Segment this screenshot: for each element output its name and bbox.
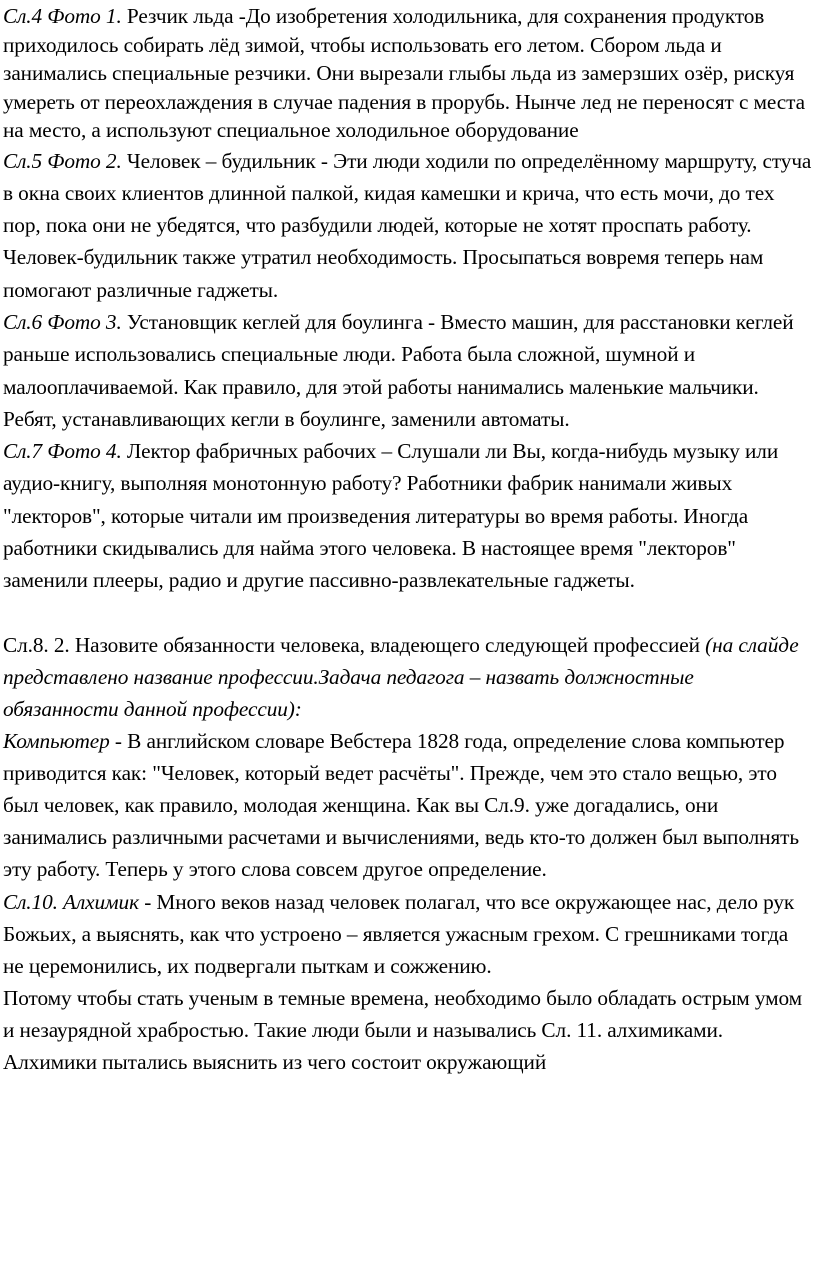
paragraph-computer: [3, 725, 812, 886]
slide-label: Сл.6 Фото 3.: [3, 309, 122, 334]
paragraph-text: Потому чтобы стать ученым в темные времена, необходимо было обладать острым умом и незаурядной храбростью. Такие люди были и назывались Сл. 11. алхимиками. Алхимики пытались выяснить из чего состоит окружающий: [3, 986, 803, 1075]
paragraph-factory-lector: [3, 435, 812, 596]
paragraph-text: Человек – будильник - Эти люди ходили по определённому маршруту, стуча в окна своих клиентов длинной палкой, кидая камешки и крича, что есть мочи, до тех пор, пока они не убедятся, что разбудили людей, которые не хотят проспать работу. Человек-будильник также утратил необходимость. Просыпаться вовремя теперь нам помогают различные гаджеты.: [3, 148, 812, 302]
slide-label: Сл.4 Фото 1.: [3, 4, 122, 28]
paragraph-text: Резчик льда -До изобретения холодильника, для сохранения продуктов приходилось собирать лёд зимой, чтобы использовать его летом. Сбором льда и занимались специальные резчики. Они вырезали глыбы льда из замерзших озёр, рискуя умереть от переохлаждения в случае падения в прорубь. Нынче лед не переносят с места на место, а используют специальное холодильное оборудование: [3, 4, 805, 142]
blank-line: [3, 597, 812, 629]
paragraph-text: Лектор фабричных рабочих – Слушали ли Вы, когда-нибудь музыку или аудио-книгу, выполняя монотонную работу? Работники фабрик нанимали живых "лекторов", которые читали им произведения литературы во время работы. Иногда работники скидывались для найма этого человека. В настоящее время "лекторов" заменили плееры, радио и другие пассивно-развлекательные гаджеты.: [3, 439, 779, 593]
slide-label: Сл.5 Фото 2.: [3, 148, 122, 173]
task-text: Сл.8. 2. Назовите обязанности человека, владеющего следующей профессией: [3, 632, 706, 657]
task-note: (на слайде представлено название профессии.Задача педагога – назвать должностные обязанности данной профессии):: [3, 632, 799, 721]
paragraph-scientists: [3, 982, 812, 1078]
profession-label: Сл.10. Алхимик: [3, 889, 139, 914]
paragraph-text: Установщик кеглей для боулинга - Вместо машин, для расстановки кеглей раньше использовались специальные люди. Работа была сложной, шумной и малооплачиваемой. Как правило, для этой работы нанимались маленькие мальчики. Ребят, устанавливающих кегли в боулинге, заменили автоматы.: [3, 309, 794, 431]
paragraph-knocker-up: [3, 145, 812, 306]
paragraph-text: - В английском словаре Вебстера 1828 года, определение слова компьютер приводится как: "Человек, который ведет расчёты". Прежде, чем это стало вещью, это был человек, как правило, молодая женщина. Как вы Сл.9. уже догадались, они занимались различными расчетами и вычислениями, ведь кто-то должен был выполнять эту работу. Теперь у этого слова совсем другое определение.: [3, 728, 799, 882]
paragraph-alchemist: [3, 886, 812, 983]
paragraph-pinsetter: [3, 306, 812, 435]
paragraph-text: - Много веков назад человек полагал, что все окружающее нас, дело рук Божьих, а выяснять, как что устроено – является ужасным грехом. С грешниками тогда не церемонились, их подвергали пыткам и сожжению.: [3, 889, 795, 979]
paragraph-task: [3, 629, 812, 725]
profession-label: Компьютер: [3, 728, 110, 753]
slide-label: Сл.7 Фото 4.: [3, 439, 122, 464]
paragraph-ice-cutter: [3, 0, 812, 145]
